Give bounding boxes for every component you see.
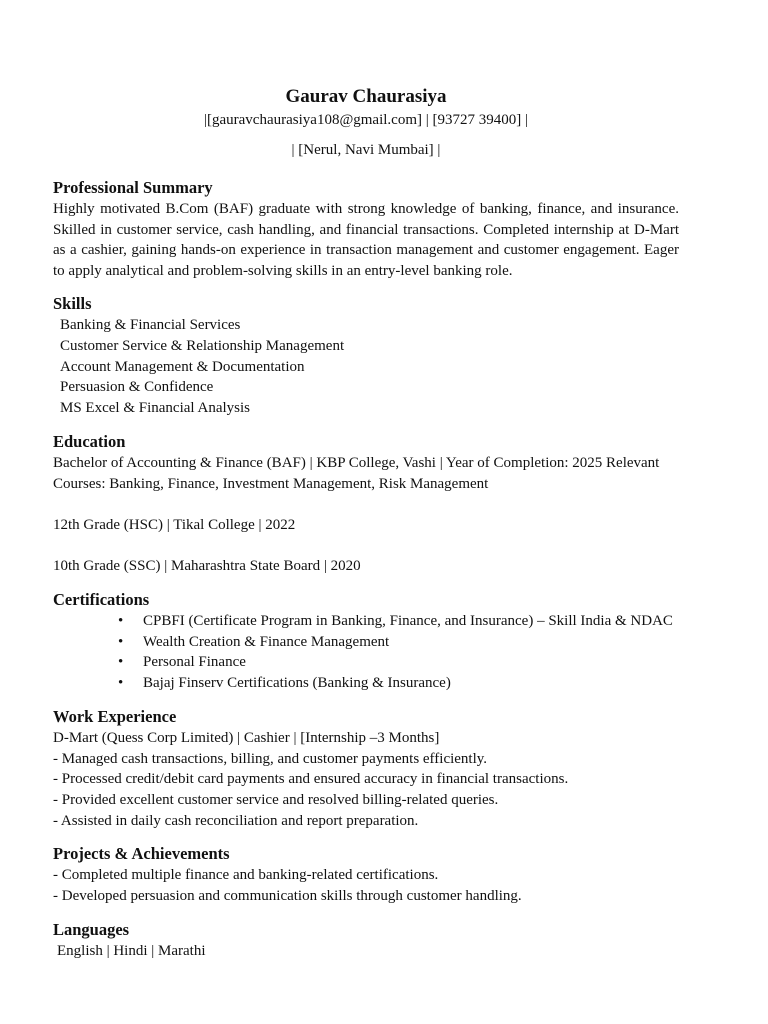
certifications-heading: Certifications <box>53 589 150 609</box>
summary-section <box>53 177 679 281</box>
certification-text: CPBFI (Certificate Program in Banking, Finance, and Insurance) – Skill India & NDAC <box>143 612 673 629</box>
work-experience-heading: Work Experience <box>53 707 177 727</box>
work-point: - Provided excellent customer service and resolved billing-related queries. <box>53 792 499 809</box>
education-section <box>53 431 679 577</box>
work-point: - Processed credit/debit card payments and ensured accuracy in financial transactions. <box>53 771 569 788</box>
skill-item: Account Management & Documentation <box>60 358 305 375</box>
bullet-icon: • <box>118 654 124 671</box>
skills-heading: Skills <box>53 294 92 314</box>
languages-section <box>53 919 679 962</box>
certification-item <box>118 652 679 673</box>
summary-text: Highly motivated B.Com (BAF) graduate with strong knowledge of banking, finance, and insurance. Skilled in customer service, cash handling, and financial transactions. Completed internship at D-Mart as a cashier, gaining hands-on experience in transaction management and customer engagement. Eager to apply analytical and problem-solving skills in an entry-level banking role. <box>53 201 679 279</box>
languages-heading: Languages <box>53 920 130 940</box>
certification-text: Personal Finance <box>143 654 246 671</box>
summary-heading: Professional Summary <box>53 178 213 197</box>
work-experience-section <box>53 706 679 831</box>
skill-item: Persuasion & Confidence <box>60 379 214 396</box>
project-point: - Developed persuasion and communication skills through customer handling. <box>53 887 522 904</box>
education-entry-hsc: 12th Grade (HSC) | Tikal College | 2022 <box>53 517 296 534</box>
work-role: D-Mart (Quess Corp Limited) | Cashier | [Internship –3 Months] <box>53 730 440 747</box>
certification-text: Bajaj Finserv Certifications (Banking & Insurance) <box>143 674 451 691</box>
bullet-icon: • <box>118 633 124 650</box>
contact-email-phone: |[gauravchaurasiya108@gmail.com] | [93727 39400] | <box>204 112 528 128</box>
bullet-icon: • <box>118 612 124 629</box>
certification-text: Wealth Creation & Finance Management <box>143 633 390 650</box>
skills-section <box>53 293 679 418</box>
work-points-list <box>53 749 679 831</box>
candidate-name: Gaurav Chaurasiya <box>285 86 447 107</box>
contact-location: | [Nerul, Navi Mumbai] | <box>291 142 441 158</box>
skill-item: Customer Service & Relationship Management <box>60 337 345 354</box>
certification-item <box>118 632 679 653</box>
work-point: - Assisted in daily cash reconciliation and report preparation. <box>53 812 419 829</box>
certification-item <box>118 673 679 694</box>
languages-text: English | Hindi | Marathi <box>57 943 206 960</box>
projects-list <box>53 865 679 906</box>
skill-item: Banking & Financial Services <box>60 317 241 334</box>
skill-item: MS Excel & Financial Analysis <box>60 399 250 416</box>
certification-item <box>118 611 679 632</box>
education-heading: Education <box>53 432 126 452</box>
skills-list <box>53 315 679 418</box>
projects-section <box>53 843 679 906</box>
education-entry-ssc: 10th Grade (SSC) | Maharashtra State Board | 2020 <box>53 558 361 575</box>
certifications-section <box>53 589 679 693</box>
education-entry-bachelor: Bachelor of Accounting & Finance (BAF) | KBP College, Vashi | Year of Completion: 2025 Relevant Courses: Banking, Finance, Investment Management, Risk Management <box>53 455 660 492</box>
work-point: - Managed cash transactions, billing, and customer payments efficiently. <box>53 750 488 767</box>
projects-heading: Projects & Achievements <box>53 844 230 864</box>
certifications-list <box>53 611 679 693</box>
resume-page <box>53 84 679 962</box>
bullet-icon: • <box>118 674 124 691</box>
project-point: - Completed multiple finance and banking-related certifications. <box>53 867 439 884</box>
